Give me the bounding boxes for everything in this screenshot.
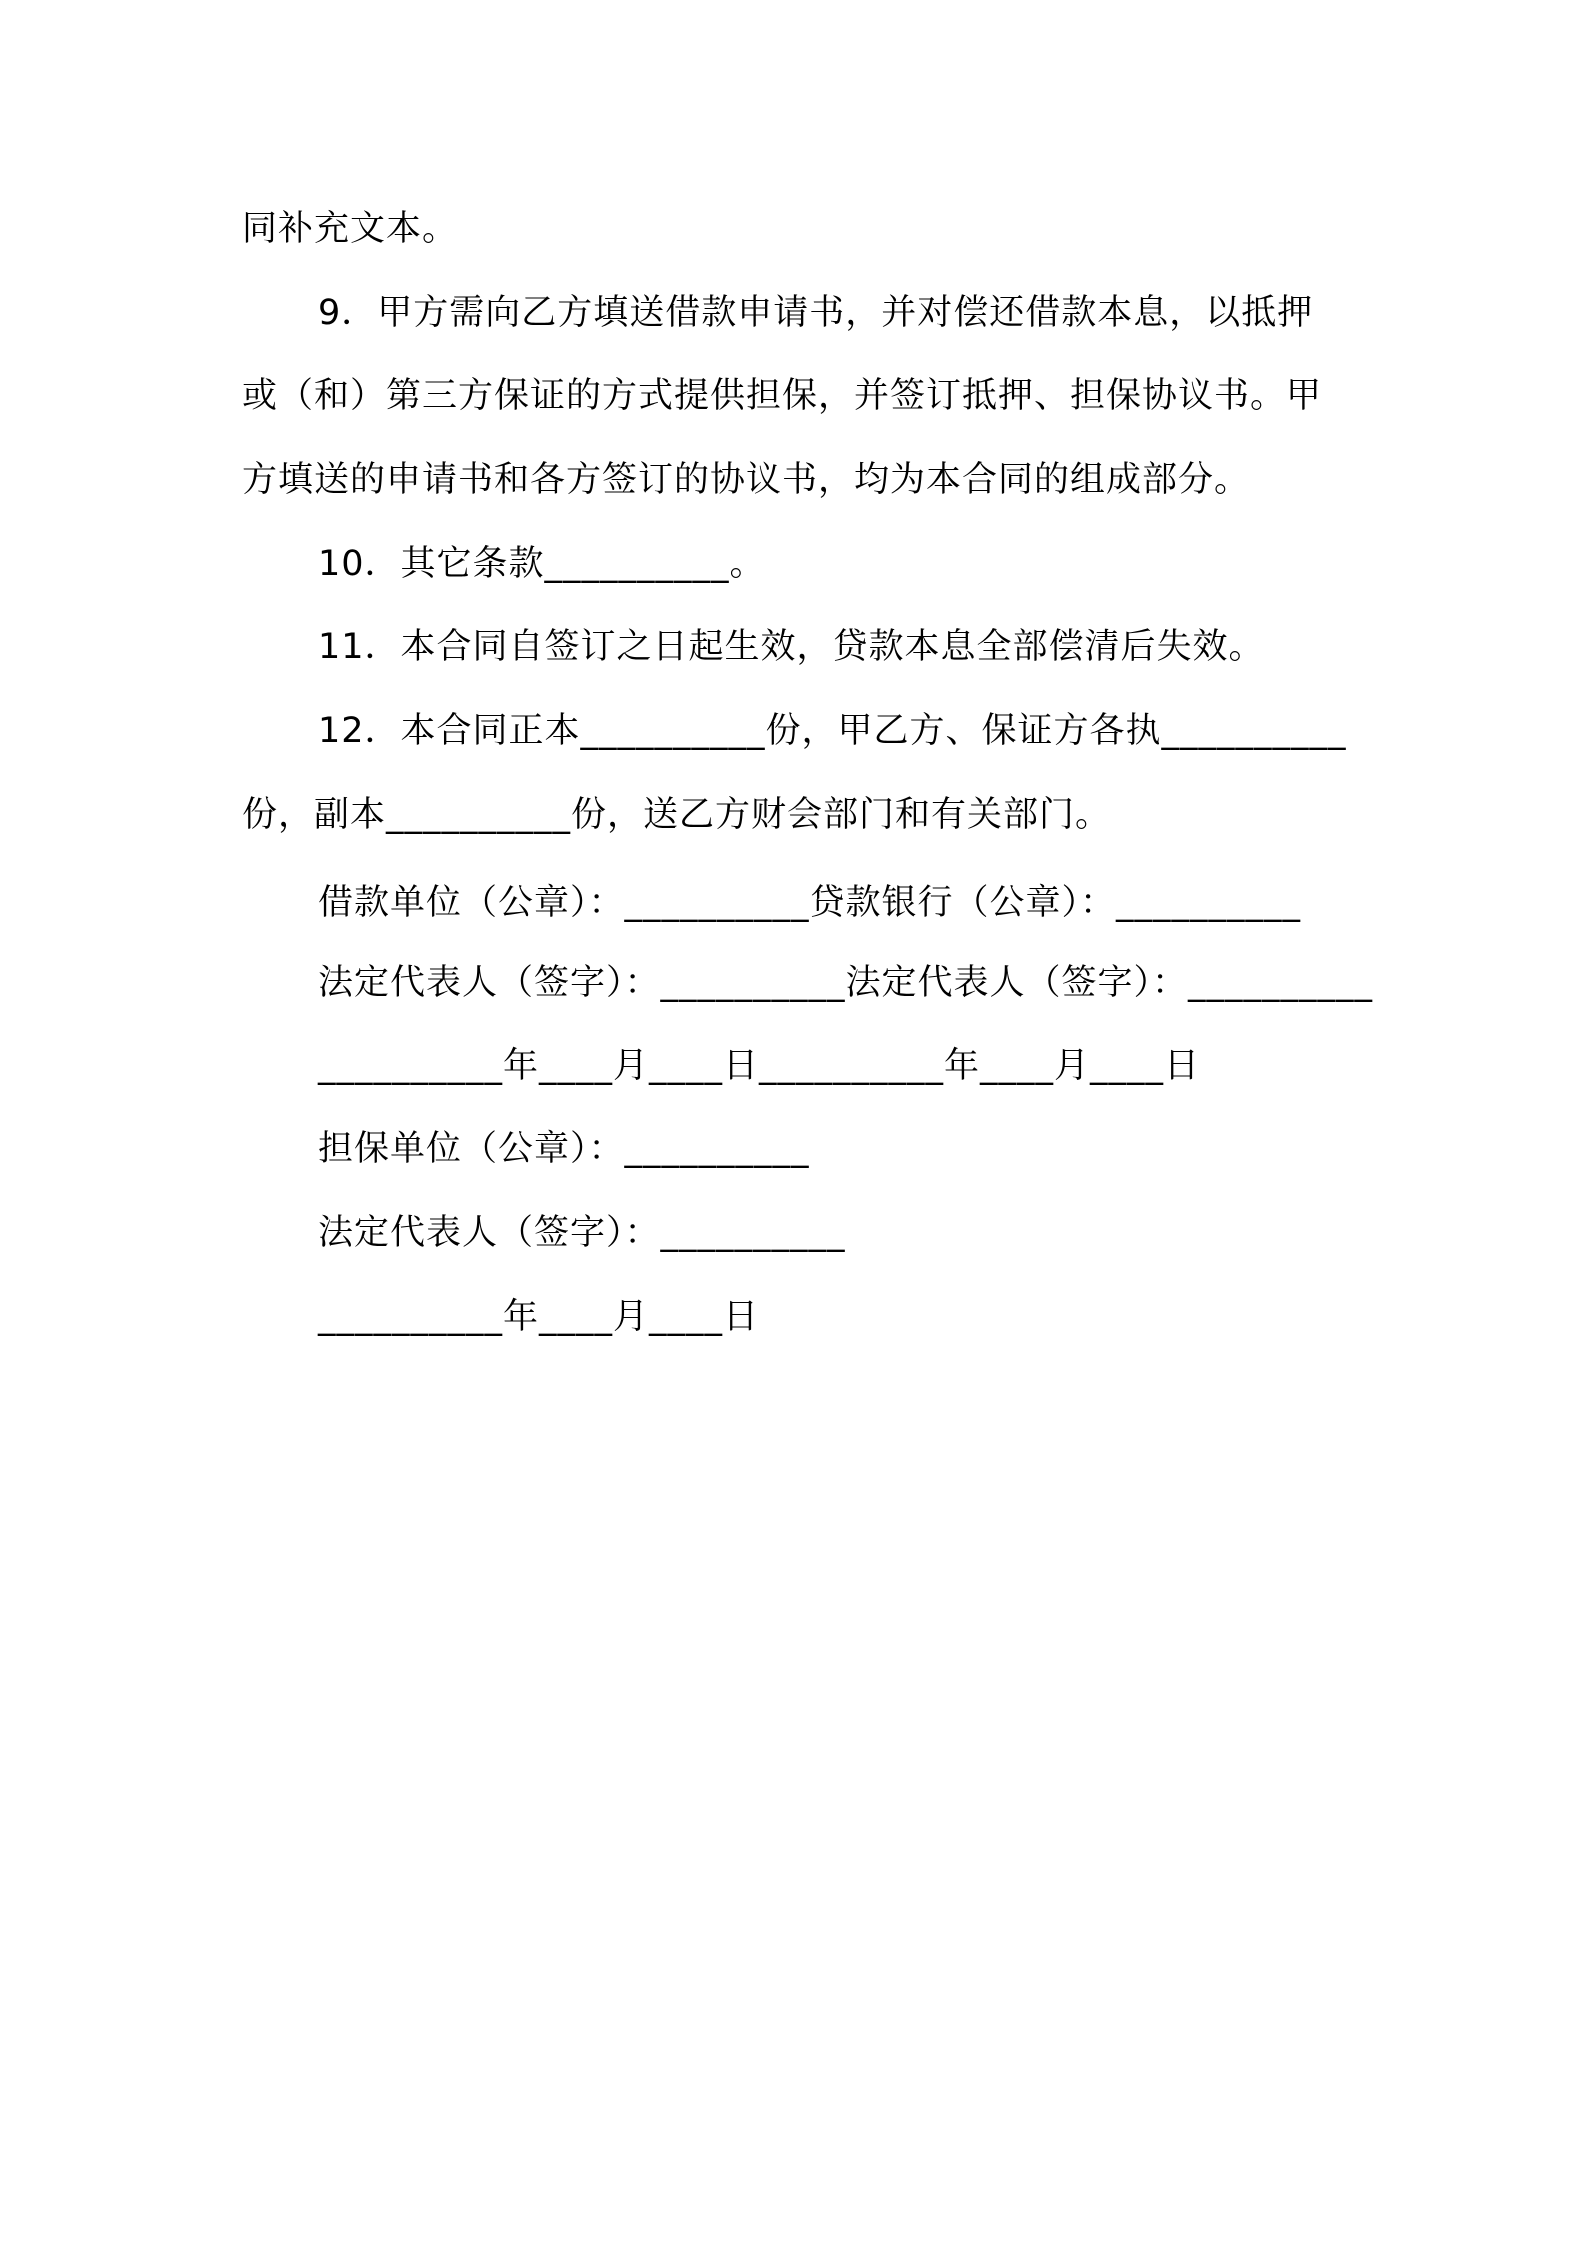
signing-dates-line: __________年____月____日__________年____月____日 [318,1046,1201,1086]
guarantor-seal-line: 担保单位（公章）：__________ [318,1129,810,1169]
clause-9-line-3: 方填送的申请书和各方签订的协议书，均为本合同的组成部分。 [242,460,1251,500]
guarantor-legal-rep-line: 法定代表人（签字）：__________ [318,1213,846,1253]
borrower-bank-seal-line: 借款单位（公章）：__________贷款银行（公章）：__________ [318,883,1302,923]
text-line-1: 同补充文本。 [242,209,459,249]
legal-rep-signature-line: 法定代表人（签字）：__________法定代表人（签字）：__________ [318,963,1374,1003]
guarantor-date-line: __________年____月____日 [318,1297,760,1337]
clause-12-line-2: 份，副本__________份，送乙方财会部门和有关部门。 [242,795,1112,835]
clause-9-line-1: 9．甲方需向乙方填送借款申请书，并对偿还借款本息，以抵押 [318,293,1314,333]
clause-10: 10．其它条款__________。 [318,544,766,584]
clause-9-line-2: 或（和）第三方保证的方式提供担保，并签订抵押、担保协议书。甲 [242,376,1323,416]
clause-11: 11．本合同自签订之日起生效，贷款本息全部偿清后失效。 [318,627,1265,667]
clause-12-line-1: 12．本合同正本__________份，甲乙方、保证方各执__________ [318,711,1347,751]
